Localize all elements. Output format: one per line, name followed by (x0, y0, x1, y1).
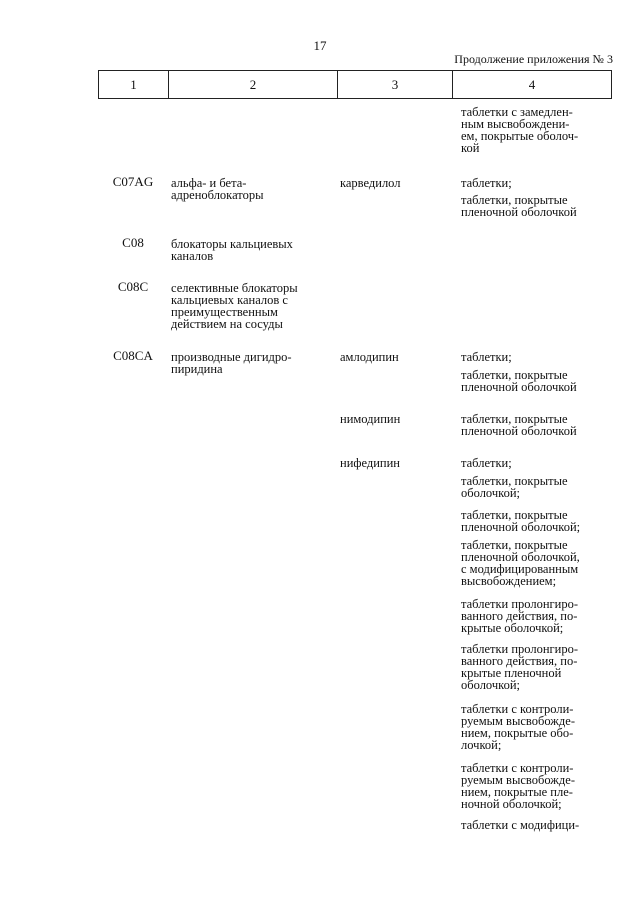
dosage-form: таблетки с контроли- руемым высвобожде- нием, покрытые пле- ночной оболочкой; (461, 761, 575, 811)
continued-form: таблетки с замедлен- ным высвобождени- ем, покрытые оболоч- кой (461, 105, 579, 155)
appendix-note: Продолжение приложения № 3 (454, 52, 613, 66)
dosage-form: таблетки с модифици- (461, 818, 580, 832)
page-number: 17 (313, 38, 327, 53)
header-col-4: 4 (528, 76, 536, 92)
dosage-form: таблетки, покрытые пленочной оболочкой (461, 412, 577, 438)
dosage-form: таблетки, покрытые пленочной оболочкой (461, 368, 577, 394)
atc-group: альфа- и бета- адреноблокаторы (171, 176, 264, 202)
dosage-form: таблетки с контроли- руемым высвобожде- нием, покрытые обо- лочкой; (461, 702, 575, 752)
dosage-form: таблетки пролонгиро- ванного действия, по- крытые оболочкой; (461, 597, 579, 635)
drug-name: нимодипин (340, 412, 401, 426)
dosage-form: таблетки, покрытые оболочкой; (461, 474, 568, 500)
atc-code: C08CA (113, 348, 153, 363)
atc-group: блокаторы кальциевых каналов (171, 237, 293, 263)
dosage-form: таблетки, покрытые пленочной оболочкой (461, 193, 577, 219)
atc-code: C08C (117, 279, 149, 294)
drug-name: нифедипин (340, 456, 400, 470)
dosage-form: таблетки пролонгиро- ванного действия, по- крытые пленочной оболочкой; (461, 642, 579, 692)
dosage-form: таблетки, покрытые пленочной оболочкой, с модифицированным высвобождением; (461, 538, 580, 588)
dosage-form: таблетки; (461, 456, 512, 470)
dosage-form: таблетки; (461, 176, 512, 190)
header-col-2: 2 (169, 71, 338, 98)
drug-name: карведилол (340, 176, 401, 190)
dosage-form: таблетки, покрытые пленочной оболочкой; (461, 508, 581, 534)
dosage-form: таблетки; (461, 350, 512, 364)
header-col-3: 3 (338, 71, 453, 98)
atc-group: селективные блокаторы кальциевых каналов с преимущественным действием на сосуды (171, 281, 298, 331)
header-col-1: 1 (99, 71, 169, 98)
table-header (98, 70, 612, 99)
atc-group: производные дигидро- пиридина (171, 350, 292, 376)
drug-name: амлодипин (340, 350, 399, 364)
atc-code: C07AG (112, 174, 154, 189)
atc-code: C08 (122, 235, 144, 250)
